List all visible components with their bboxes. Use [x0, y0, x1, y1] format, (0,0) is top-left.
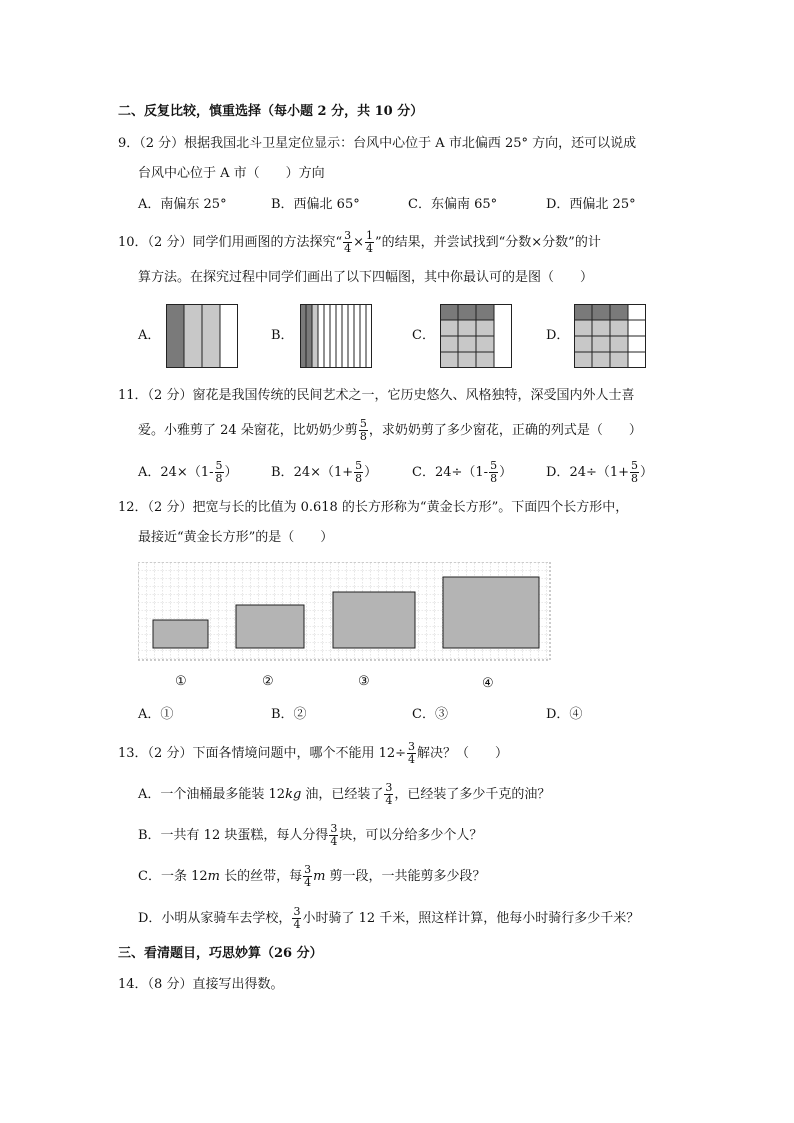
q12-option-c: C．③: [412, 707, 448, 722]
q11-b-den: 8: [355, 472, 363, 485]
q9-line1: 9．（2 分）根据我国北斗卫星定位显示：台风中心位于 A 市北偏西 25° 方向，还可以说成: [118, 136, 637, 151]
q11-option-c: [412, 460, 512, 485]
q11-a-den: 8: [215, 472, 223, 485]
q13-a-pre: A．一个油桶最多能装 12: [138, 787, 286, 802]
q13-line1: [118, 741, 508, 766]
q10-f1-num: 3: [344, 229, 352, 242]
q11-c-den: 8: [490, 472, 498, 485]
q11-option-a: [138, 460, 238, 485]
q10-label-c: C．: [412, 328, 435, 343]
q12-option-b: B．②: [271, 707, 307, 722]
q11-line2: [138, 418, 642, 443]
q13-c-unit2: m: [313, 869, 326, 884]
q13-a-den: 4: [385, 794, 393, 807]
q10-line2: 算方法。在探究过程中同学们画出了以下四幅图，其中你最认可的是图（ ）: [138, 270, 594, 285]
q9-option-a: A．南偏东 25°: [138, 197, 227, 212]
q12-rect-4: [443, 577, 539, 648]
q11-frac-den: 8: [359, 430, 367, 443]
q11-a-num: 5: [215, 459, 223, 472]
q11-c-label: C．: [412, 465, 435, 480]
q13-c-mid: 长的丝带，每: [219, 869, 303, 884]
q11-d-fraction: [630, 460, 639, 485]
q10-text-pre: 10．（2 分）同学们用画图的方法探究“: [118, 235, 343, 250]
q10-text-post: ”的结果，并尝试找到“分数×分数”的计: [375, 235, 601, 250]
q12-grid-figure: [138, 562, 552, 688]
q11-a-fraction: [215, 460, 224, 485]
q10-f1-den: 4: [344, 242, 352, 255]
q13-fraction: [407, 741, 416, 766]
q12-figure-label-3: ③: [358, 674, 370, 689]
q11-text-pre: 爱。小雅剪了 24 朵窗花，比奶奶少剪: [138, 423, 358, 438]
q13-b-den: 4: [330, 835, 338, 848]
q13-a-unit: kg: [285, 787, 302, 802]
q12-figure-label-4: ④: [482, 676, 494, 691]
q13-frac-num: 3: [408, 740, 416, 753]
q13-c-den: 4: [304, 876, 312, 889]
q11-c-num: 5: [490, 459, 498, 472]
q13-a-mid: 油，已经装了: [301, 787, 384, 802]
q13-option-c: [138, 864, 486, 889]
q13-a-num: 3: [385, 781, 393, 794]
q12-option-d: D．④: [546, 707, 583, 722]
q12-figure-label-2: ②: [262, 674, 274, 689]
q13-text-post: 解决？（ ）: [417, 746, 509, 761]
q11-d-den: 8: [631, 472, 639, 485]
q10-label-b: B．: [271, 328, 294, 343]
q13-option-b: [138, 823, 482, 848]
q9-option-d: D．西偏北 25°: [546, 197, 636, 212]
q13-b-num: 3: [330, 822, 338, 835]
q9-option-c: C．东偏南 65°: [408, 197, 498, 212]
q12-line2: 最接近“黄金长方形”的是（ ）: [138, 530, 334, 545]
q13-text-pre: 13．（2 分）下面各情境问题中，哪个不能用 12÷: [118, 746, 407, 761]
q11-c-pre: 24÷（1-: [434, 465, 489, 480]
q12-line1: 12．（2 分）把宽与长的比值为 0.618 的长方形称为“黄金长方形”。下面四个长方形中，: [118, 500, 629, 515]
q13-b-fraction: [329, 823, 338, 848]
q13-b-post: 块，可以分给多少个人？: [339, 828, 483, 843]
q12-rect-1: [153, 620, 208, 648]
q14-line1: 14．（8 分）直接写出得数。: [118, 977, 284, 992]
q11-a-label: A．: [138, 465, 161, 480]
q11-a-pre: 24×（1-: [160, 465, 214, 480]
q11-c-post: ）: [499, 465, 513, 480]
q11-d-num: 5: [631, 459, 639, 472]
q11-d-post: ）: [640, 465, 654, 480]
q10-label-d: D．: [546, 328, 570, 343]
q9-line2: 台风中心位于 A 市（ ）方向: [138, 166, 325, 181]
q11-b-label: B．: [271, 465, 294, 480]
q11-option-b: [271, 460, 377, 485]
q13-d-fraction: [292, 906, 301, 931]
q13-d-den: 4: [293, 918, 301, 931]
q11-b-fraction: [354, 460, 363, 485]
q13-c-fraction: [303, 864, 312, 889]
q10-figure-a: [166, 304, 238, 368]
q12-rect-3: [333, 592, 415, 648]
q11-frac-num: 5: [359, 417, 367, 430]
section-2-title: 二、反复比较，慎重选择（每小题 2 分，共 10 分）: [118, 104, 424, 119]
q10-fraction-1: [343, 230, 352, 255]
q10-figure-d: [574, 304, 646, 368]
q13-b-pre: B．一共有 12 块蛋糕，每人分得: [138, 828, 329, 843]
section-3-title: 三、看清题目，巧思妙算（26 分）: [118, 946, 323, 961]
q10-line1: [118, 230, 601, 255]
q10-times: ×: [353, 235, 364, 250]
q11-a-post: ）: [224, 465, 238, 480]
q11-b-pre: 24×（1+: [293, 465, 354, 480]
q13-c-unit: m: [207, 869, 220, 884]
q13-d-num: 3: [293, 905, 301, 918]
q9-option-b: B．西偏北 65°: [271, 197, 360, 212]
q13-option-a: [138, 782, 550, 807]
q13-option-d: [138, 906, 639, 931]
q10-f2-den: 4: [366, 242, 373, 255]
q11-option-d: [546, 460, 653, 485]
q11-fraction: [359, 418, 368, 443]
q13-frac-den: 4: [408, 753, 416, 766]
q11-c-fraction: [489, 460, 498, 485]
q11-line1: 11．（2 分）窗花是我国传统的民间艺术之一，它历史悠久、风格独特，深受国内外人士喜: [118, 388, 635, 403]
q13-d-pre: D．小明从家骑车去学校，: [138, 911, 292, 926]
q12-option-a: A．①: [138, 707, 174, 722]
q10-label-a: A．: [138, 328, 161, 343]
q11-d-pre: 24÷（1+: [569, 465, 630, 480]
q11-text-post: ，求奶奶剪了多少窗花，正确的列式是（ ）: [368, 423, 642, 438]
q11-d-label: D．: [546, 465, 570, 480]
q13-c-pre: C．一条 12: [138, 869, 208, 884]
q11-b-post: ）: [364, 465, 378, 480]
q10-f2-num: 1: [366, 229, 373, 242]
q10-figure-b: [300, 304, 372, 368]
q12-rect-2: [236, 605, 304, 648]
q13-c-post: 剪一段，一共能剪多少段？: [325, 869, 486, 884]
q11-b-num: 5: [355, 459, 363, 472]
q13-d-post: 小时骑了 12 千米，照这样计算，他每小时骑行多少千米？: [302, 911, 640, 926]
q13-a-post: ，已经装了多少千克的油？: [394, 787, 551, 802]
q13-c-num: 3: [304, 863, 312, 876]
q13-a-fraction: [384, 782, 393, 807]
q12-figure-label-1: ①: [175, 674, 187, 689]
q10-fraction-2: [365, 230, 374, 255]
q10-figure-c: [440, 304, 512, 368]
